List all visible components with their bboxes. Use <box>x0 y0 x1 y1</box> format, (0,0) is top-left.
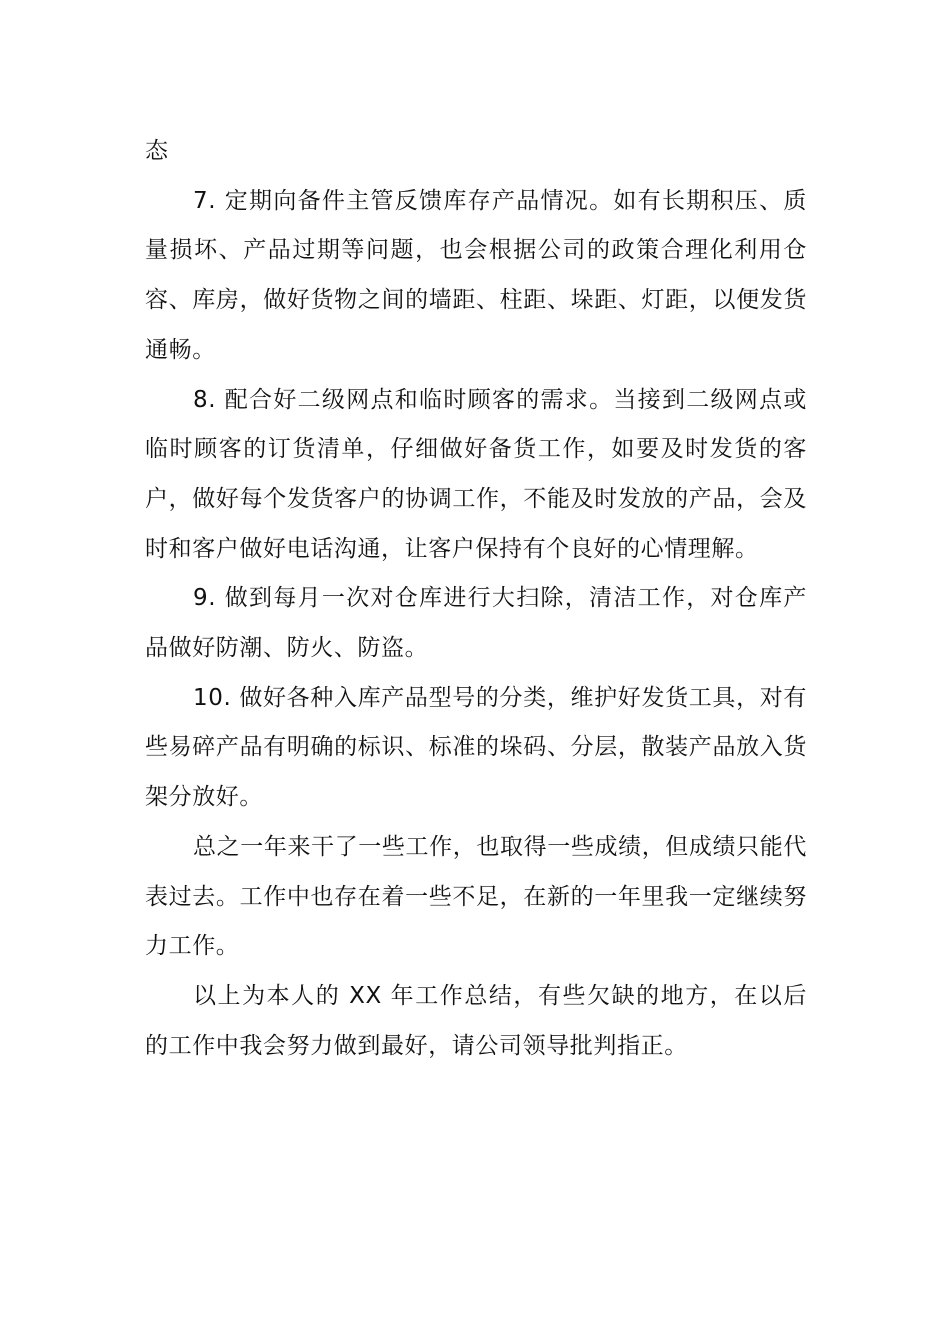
document-body <box>145 127 807 1071</box>
paragraph-closing: 以上为本人的 XX 年工作总结，有些欠缺的地方，在以后的工作中我会努力做到最好，请公司领导批判指正。 <box>145 982 807 1059</box>
paragraph-item-8: 8. 配合好二级网点和临时顾客的需求。当接到二级网点或临时顾客的订货清单，仔细做好备货工作，如要及时发货的客户，做好每个发货客户的协调工作，不能及时发放的产品，会及时和客户做好电话沟通，让客户保持有个良好的心情理解。 <box>145 386 807 562</box>
paragraph-item-9: 9. 做到每月一次对仓库进行大扫除，清洁工作，对仓库产品做好防潮、防火、防盗。 <box>145 585 807 662</box>
paragraph-continuation: 态 <box>145 138 169 164</box>
paragraph-item-7: 7. 定期向备件主管反馈库存产品情况。如有长期积压、质量损坏、产品过期等问题，也会根据公司的政策合理化利用仓容、库房，做好货物之间的墙距、柱距、垛距、灯距，以便发货通畅。 <box>145 187 807 363</box>
paragraph-item-10: 10. 做好各种入库产品型号的分类，维护好发货工具，对有些易碎产品有明确的标识、标准的垛码、分层，散装产品放入货架分放好。 <box>145 684 807 811</box>
paragraph-summary: 总之一年来干了一些工作，也取得一些成绩，但成绩只能代表过去。工作中也存在着一些不足，在新的一年里我一定继续努力工作。 <box>145 833 807 960</box>
